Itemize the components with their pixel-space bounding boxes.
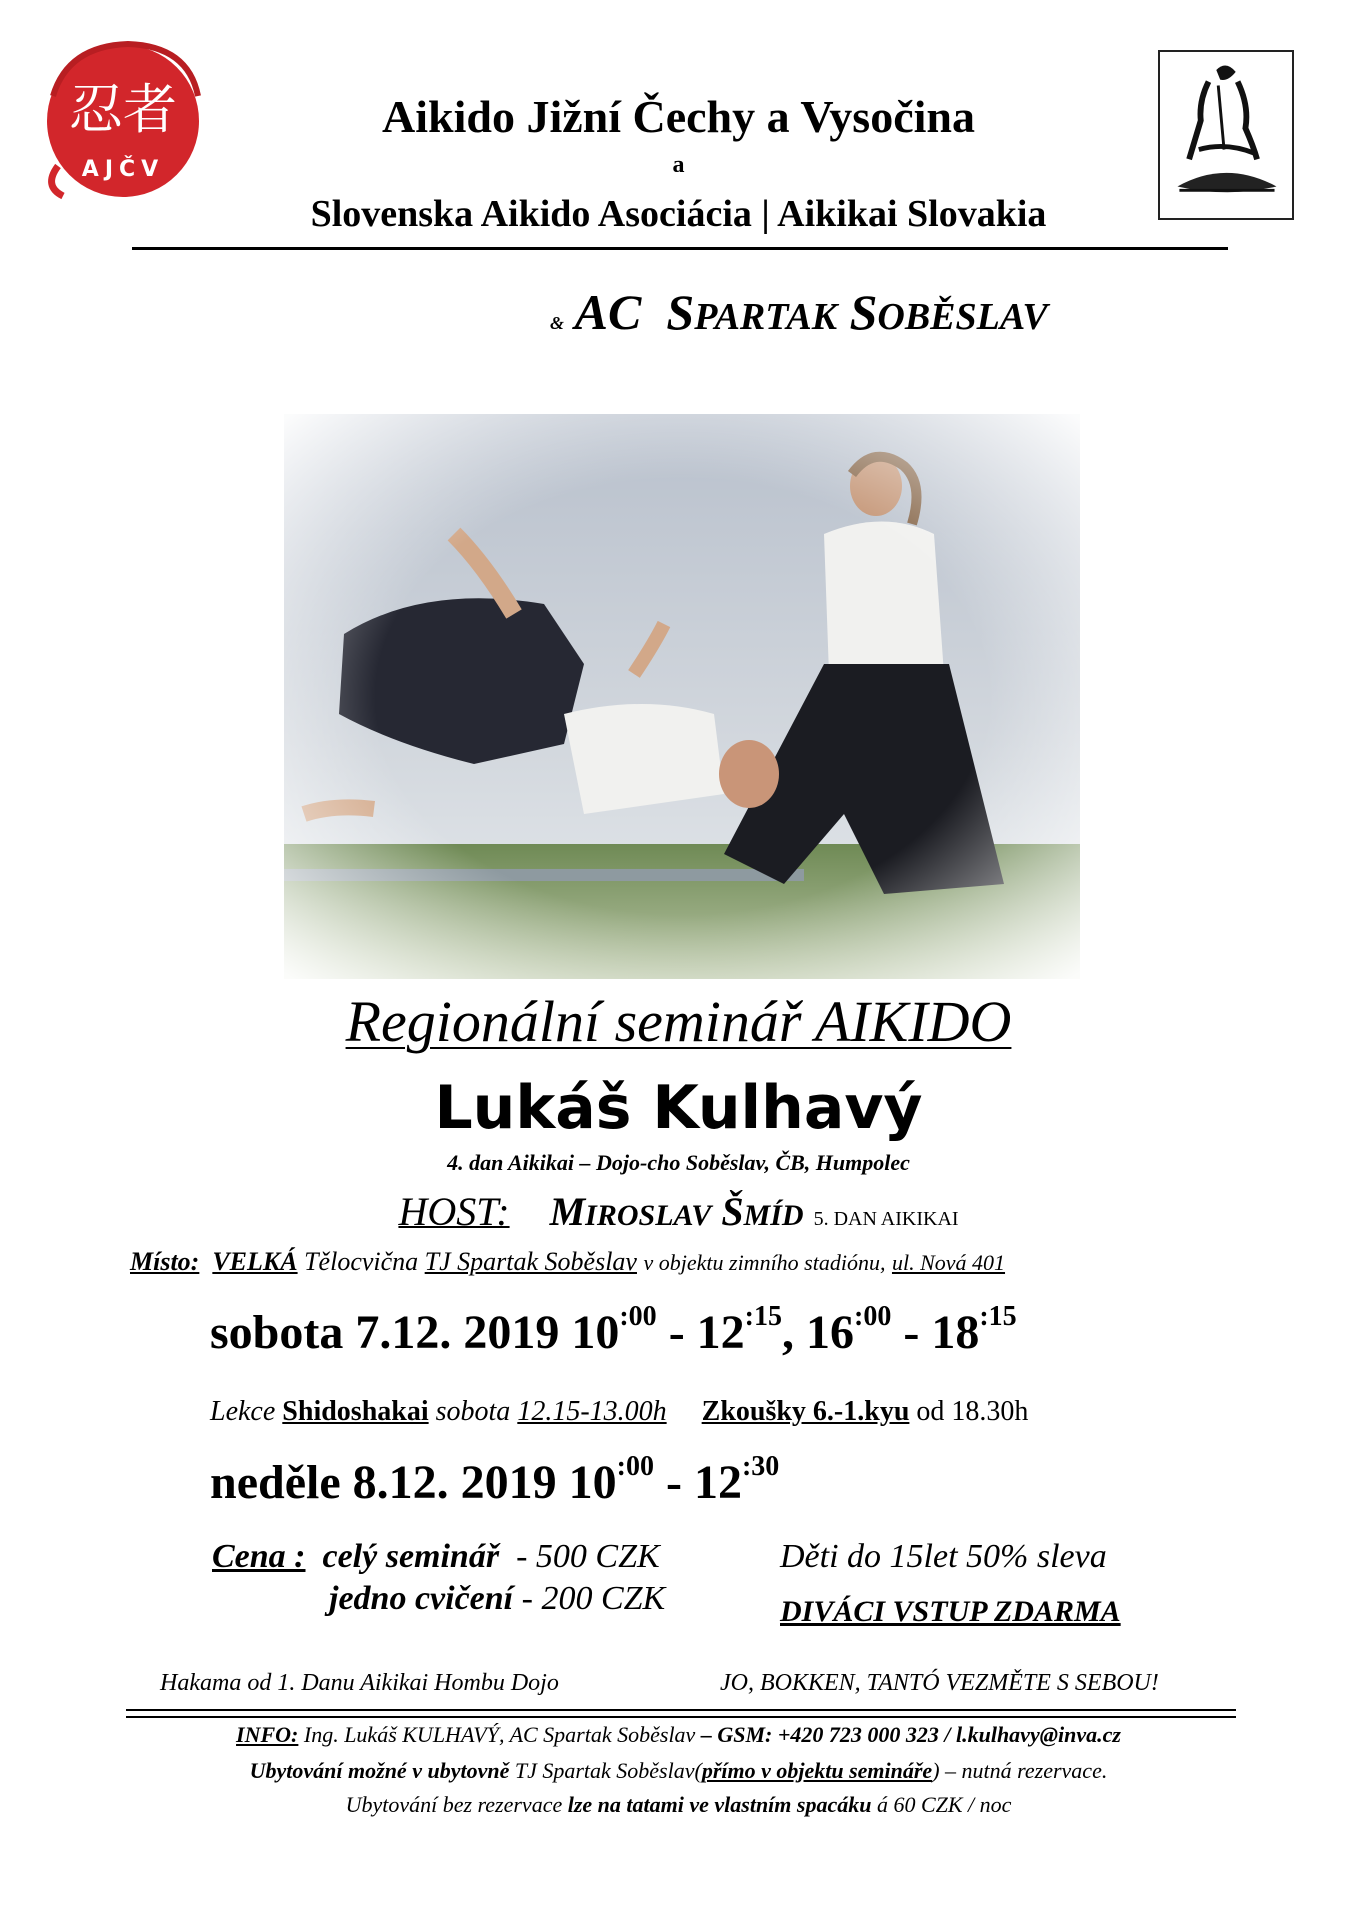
place-line: Místo: VELKÁ Tělocvična TJ Spartak Soběslav v objektu zimního stadiónu, ul. Nová 401 <box>130 1247 1006 1276</box>
host-line <box>0 1188 1357 1235</box>
sunday-schedule: neděle 8.12. 2019 $10^{:00} - 12^{:30}$ <box>210 1451 780 1509</box>
spectators-free: DIVÁCI VSTUP ZDARMA <box>780 1595 1121 1628</box>
logo-caption: AJČV <box>81 157 165 182</box>
no-reservation-line: Ubytování bez rezervace lze na tatami ve vlastním spacáku á 60 CZK / noc <box>345 1792 1012 1817</box>
host-label: HOST: <box>398 1189 510 1234</box>
saturday-schedule: sobota 7.12. 2019 $10^{:00} - 12^{:15}$, $16^{:00} - 18^{:15}$ <box>210 1301 1017 1359</box>
kids-discount: Děti do 15let 50% sleva <box>780 1538 1107 1575</box>
hakama-note: Hakama od 1. Danu Aikikai Hombu Dojo <box>160 1670 559 1696</box>
aikido-throw-photo <box>284 414 1080 979</box>
host-name: MIROSLAV ŠMÍD <box>549 1189 804 1234</box>
org-title-1: Aikido Jižní Čechy a Vysočina <box>382 91 975 142</box>
lesson-exam-line: Lekce Shidoshakai sobota 12.15-13.00h Zkoušky 6.-1.kyu od 18.30h <box>210 1396 1029 1427</box>
partner-club: & AC SPARTAK SOBĚSLAV <box>550 284 1048 340</box>
logo-kanji: 忍者 <box>69 78 177 141</box>
header-divider <box>132 247 1228 250</box>
org-title-and: a <box>672 152 685 178</box>
info-line: INFO: Ing. Lukáš KULHAVÝ, AC Spartak Soběslav – GSM: +420 723 000 323 / l.kulhavy@inva.cz <box>236 1722 1121 1747</box>
lecturer-rank: 4. dan Aikikai – Dojo-cho Soběslav, ČB, Humpolec <box>447 1150 910 1175</box>
host-rank: 5. DAN AIKIKAI <box>813 1208 959 1230</box>
org-title-2: Slovenska Aikido Asociácia | Aikikai Slovakia <box>310 193 1047 235</box>
bring-weapons-note: JO, BOKKEN, TANTÓ VEZMĚTE S SEBOU! <box>720 1670 1159 1696</box>
accommodation-line: Ubytování možné v ubytovně TJ Spartak Soběslav(přímo v objektu semináře) – nutná rezervace. <box>249 1758 1108 1783</box>
price-block: Cena : celý seminář - 500 CZK jedno cvičení - 200 CZK <box>212 1538 666 1617</box>
footer-divider <box>126 1709 1236 1718</box>
seminar-title: Regionální seminář AIKIDO <box>345 989 1012 1054</box>
lecturer-name: Lukáš Kulhavý <box>434 1073 923 1143</box>
